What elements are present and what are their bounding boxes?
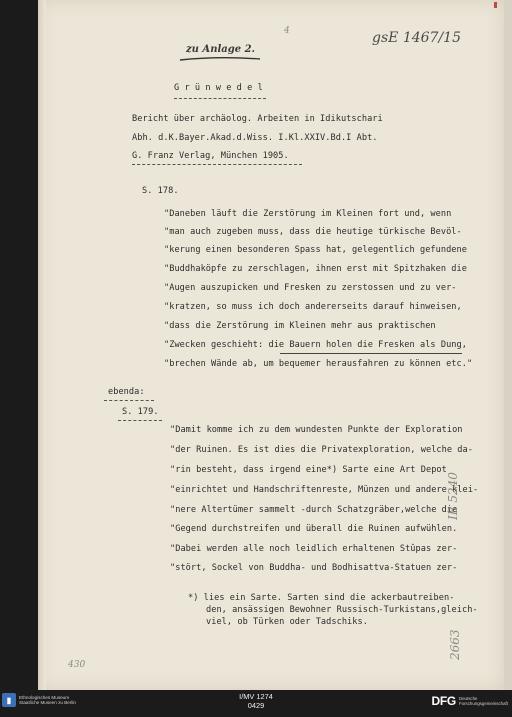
bibliography-line-3: G. Franz Verlag, München 1905. (132, 151, 289, 161)
heading-underline-stroke (178, 55, 262, 63)
page-edge-shadow (38, 0, 46, 690)
dfg-name-line-1: Deutsche (458, 695, 478, 701)
quote-line: "nere Altertümer sammelt -durch Schatzgräber,welche die (170, 505, 458, 515)
page-number: 0429 (247, 701, 265, 711)
footnote-line: den, ansässigen Bewohner Russisch-Turkistans,gleich- (206, 605, 478, 615)
dfg-name-line-2: Forschungsgemeinschaft (458, 701, 508, 706)
quote-line: "Gegend durchstreifen und überall die Ruinen aufwühlen. (170, 524, 458, 534)
emphasis-underline (280, 353, 462, 354)
funder-credit (432, 694, 509, 708)
institution-name: Ethnologisches Museum (19, 694, 70, 700)
page-reference-underline (118, 420, 162, 421)
ebenda-label: ebenda: (108, 387, 145, 397)
quote-line: "kerung einen besonderen Spass hat, gelegentlich gefundene (164, 245, 467, 255)
quote-line: "man auch zugeben muss, dass die heutige türkische Bevöl- (164, 227, 462, 237)
red-margin-mark (494, 2, 497, 8)
page-reference-178: S. 178. (142, 186, 179, 196)
bibliography-underline (132, 164, 302, 165)
pencil-mark-top: 4 (284, 26, 290, 36)
quote-line: "Zwecken geschieht: die Bauern holen die Fresken als Dung, (164, 340, 467, 350)
bibliography-line-1: Bericht über archäolog. Arbeiten in Idikutschari (132, 114, 383, 124)
reference-number: gsE 1467/15 (372, 30, 461, 46)
quote-line: "kratzen, so muss ich doch andererseits darauf hinweisen, (164, 302, 462, 312)
quote-line: "stört, Sockel von Buddha- und Bodhisattva-Statuen zer- (170, 563, 458, 573)
bottom-pencil-number: 430 (68, 660, 86, 670)
bibliography-line-2: Abh. d.K.Bayer.Akad.d.Wiss. I.Kl.XXIV.Bd.I Abt. (132, 133, 378, 143)
handwritten-heading: zu Anlage 2. (186, 44, 256, 55)
quote-line: "brechen Wände ab, um bequemer herausfahren zu können etc." (164, 359, 473, 369)
margin-pencil-inventory: IB 5240 (446, 472, 460, 520)
footnote-line: *) lies ein Sarte. Sarten sind die ackerbautreiben- (188, 593, 455, 603)
museum-logo-icon: ▮ (2, 693, 16, 707)
viewer-footer (0, 690, 512, 717)
institution-credit (2, 693, 76, 707)
archive-id: I/MV 1274 (239, 692, 273, 701)
author-name: G r ü n w e d e l (174, 83, 263, 93)
institution-parent: Staatliche Museen zu Berlin (19, 700, 76, 705)
quote-line: "Daneben läuft die Zerstörung im Kleinen fort und, wenn (164, 209, 452, 219)
quote-line: "einrichtet und Handschriftenreste, Münzen und andere klei- (170, 485, 479, 495)
archive-identifier (224, 692, 288, 711)
author-underline (174, 98, 266, 99)
scanned-page (38, 0, 504, 690)
dfg-logo: DFG (431, 694, 456, 708)
margin-pencil-number: 2663 (448, 629, 462, 660)
quote-line: "der Ruinen. Es ist dies die Privatexploration, welche da- (170, 445, 473, 455)
quote-line: "rin besteht, dass irgend eine*) Sarte eine Art Depot (170, 465, 447, 475)
quote-line: "Buddhaköpfe zu zerschlagen, ihnen erst mit Spitzhaken die (164, 264, 467, 274)
quote-line: "Damit komme ich zu dem wundesten Punkte der Exploration (170, 425, 463, 435)
footnote-line: viel, ob Türken oder Tadschiks. (206, 617, 368, 627)
quote-line: "Augen auszupicken und Fresken zu zerstossen und zu ver- (164, 283, 457, 293)
scan-edge-strip (504, 0, 512, 690)
quote-line: "Dabei werden alle noch leidlich erhaltenen Stûpas zer- (170, 544, 458, 554)
quote-line: "dass die Zerstörung im Kleinen mehr aus praktischen (164, 321, 436, 331)
ebenda-underline (104, 400, 154, 401)
page-reference-179: S. 179. (122, 407, 159, 417)
